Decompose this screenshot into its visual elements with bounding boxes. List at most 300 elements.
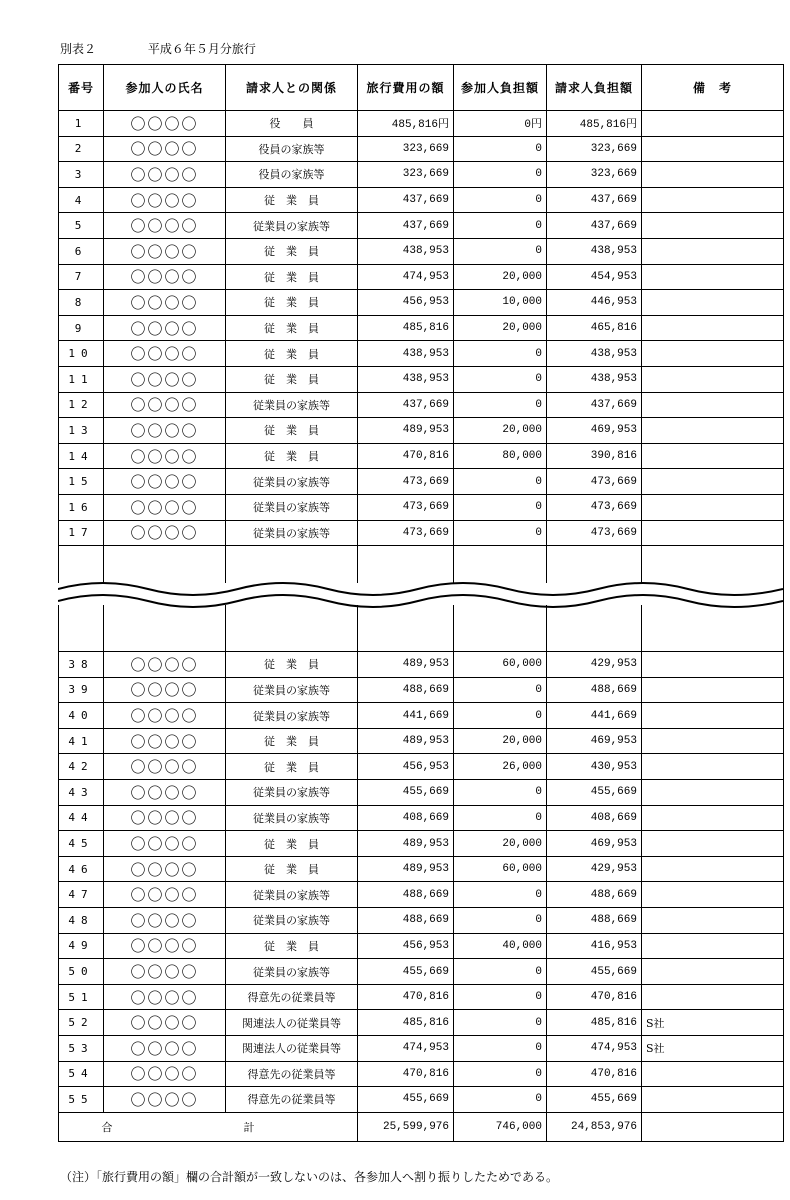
participant-share: 0 <box>454 213 547 239</box>
table-row <box>59 882 784 908</box>
remarks <box>642 703 784 729</box>
participant-share: 0 <box>454 908 547 934</box>
table-row <box>59 290 784 316</box>
participant-name: 〇〇〇〇 <box>104 780 226 806</box>
participant-share: 0 <box>454 392 547 418</box>
row-number: 13 <box>59 418 104 444</box>
row-number: 7 <box>59 264 104 290</box>
relation: 得意先の従業員等 <box>226 984 358 1010</box>
participant-name: 〇〇〇〇 <box>104 652 226 678</box>
row-number: 12 <box>59 392 104 418</box>
participant-share: 0 <box>454 1061 547 1087</box>
row-number: 49 <box>59 933 104 959</box>
travel-cost: 470,816 <box>358 443 454 469</box>
table-body-top <box>59 111 784 546</box>
remarks <box>642 136 784 162</box>
row-number: 42 <box>59 754 104 780</box>
total-label: 合 計 <box>59 1112 358 1141</box>
travel-cost: 474,953 <box>358 1036 454 1062</box>
table-row <box>59 187 784 213</box>
participant-name: 〇〇〇〇 <box>104 908 226 934</box>
participant-share: 0 <box>454 494 547 520</box>
table-row <box>59 443 784 469</box>
remarks <box>642 213 784 239</box>
claimant-share: 390,816 <box>547 443 642 469</box>
footnote: （注）「旅行費用の額」欄の合計額が一致しないのは、各参加人へ割り振りしたためである。 <box>60 1170 559 1184</box>
travel-cost: 437,669 <box>358 392 454 418</box>
remarks <box>642 856 784 882</box>
remarks <box>642 341 784 367</box>
table-row <box>59 754 784 780</box>
travel-cost: 489,953 <box>358 856 454 882</box>
participant-share: 0 <box>454 1036 547 1062</box>
remarks <box>642 677 784 703</box>
participant-name: 〇〇〇〇 <box>104 494 226 520</box>
relation: 従 業 員 <box>226 341 358 367</box>
participant-name: 〇〇〇〇 <box>104 677 226 703</box>
participant-name: 〇〇〇〇 <box>104 1061 226 1087</box>
claimant-share: 437,669 <box>547 187 642 213</box>
remarks <box>642 111 784 137</box>
row-number: 9 <box>59 315 104 341</box>
participant-name: 〇〇〇〇 <box>104 366 226 392</box>
travel-cost: 488,669 <box>358 908 454 934</box>
remarks <box>642 392 784 418</box>
row-number: 55 <box>59 1087 104 1113</box>
travel-cost: 456,953 <box>358 290 454 316</box>
claimant-share: 455,669 <box>547 1087 642 1113</box>
relation: 従 業 員 <box>226 238 358 264</box>
relation: 従業員の家族等 <box>226 703 358 729</box>
table-row <box>59 780 784 806</box>
relation: 役 員 <box>226 111 358 137</box>
claimant-share: 469,953 <box>547 418 642 444</box>
participant-share: 0 <box>454 703 547 729</box>
relation: 従業員の家族等 <box>226 213 358 239</box>
row-number: 6 <box>59 238 104 264</box>
claimant-share: 437,669 <box>547 213 642 239</box>
travel-cost: 485,816円 <box>358 111 454 137</box>
participant-name: 〇〇〇〇 <box>104 1036 226 1062</box>
travel-cost: 455,669 <box>358 1087 454 1113</box>
remarks <box>642 908 784 934</box>
annex-label: 別表２ <box>60 42 97 56</box>
remarks <box>642 728 784 754</box>
remarks <box>642 959 784 985</box>
relation: 従業員の家族等 <box>226 780 358 806</box>
participant-name: 〇〇〇〇 <box>104 111 226 137</box>
travel-cost: 488,669 <box>358 677 454 703</box>
remarks <box>642 1087 784 1113</box>
participant-name: 〇〇〇〇 <box>104 805 226 831</box>
participant-name: 〇〇〇〇 <box>104 520 226 546</box>
relation: 従 業 員 <box>226 443 358 469</box>
participant-name: 〇〇〇〇 <box>104 831 226 857</box>
participant-share: 0 <box>454 805 547 831</box>
row-number: 41 <box>59 728 104 754</box>
document-header <box>60 40 256 57</box>
table-row <box>59 213 784 239</box>
remarks <box>642 831 784 857</box>
row-number: 15 <box>59 469 104 495</box>
remarks <box>642 418 784 444</box>
travel-cost: 489,953 <box>358 728 454 754</box>
claimant-share: 438,953 <box>547 366 642 392</box>
claimant-share: 416,953 <box>547 933 642 959</box>
table-row <box>59 1036 784 1062</box>
table-row <box>59 238 784 264</box>
table-row <box>59 136 784 162</box>
row-number: 5 <box>59 213 104 239</box>
travel-cost: 438,953 <box>358 366 454 392</box>
remarks <box>642 805 784 831</box>
travel-cost: 473,669 <box>358 469 454 495</box>
remarks <box>642 443 784 469</box>
claimant-share: 437,669 <box>547 392 642 418</box>
claimant-share: 469,953 <box>547 831 642 857</box>
participant-name: 〇〇〇〇 <box>104 1087 226 1113</box>
participant-name: 〇〇〇〇 <box>104 469 226 495</box>
relation: 従 業 員 <box>226 264 358 290</box>
claimant-share: 485,816 <box>547 1010 642 1036</box>
col-header-name: 参加人の氏名 <box>104 65 226 111</box>
row-number: 38 <box>59 652 104 678</box>
participant-name: 〇〇〇〇 <box>104 959 226 985</box>
row-number: 44 <box>59 805 104 831</box>
remarks <box>642 264 784 290</box>
participant-share: 0 <box>454 984 547 1010</box>
participant-share: 20,000 <box>454 418 547 444</box>
remarks <box>642 162 784 188</box>
table-row <box>59 856 784 882</box>
table-row <box>59 1010 784 1036</box>
travel-cost: 473,669 <box>358 520 454 546</box>
col-header-relation: 請求人との関係 <box>226 65 358 111</box>
participant-share: 0 <box>454 366 547 392</box>
table-row <box>59 520 784 546</box>
total-row <box>59 1112 784 1141</box>
table-row <box>59 494 784 520</box>
table-row <box>59 1087 784 1113</box>
total-cost: 25,599,976 <box>358 1112 454 1141</box>
row-number: 53 <box>59 1036 104 1062</box>
relation: 従 業 員 <box>226 728 358 754</box>
participant-name: 〇〇〇〇 <box>104 162 226 188</box>
participant-name: 〇〇〇〇 <box>104 187 226 213</box>
row-number: 4 <box>59 187 104 213</box>
travel-cost: 438,953 <box>358 238 454 264</box>
participant-name: 〇〇〇〇 <box>104 443 226 469</box>
participant-share: 20,000 <box>454 315 547 341</box>
participant-share: 0 <box>454 136 547 162</box>
relation: 従業員の家族等 <box>226 882 358 908</box>
row-number: 11 <box>59 366 104 392</box>
travel-cost: 323,669 <box>358 136 454 162</box>
remarks <box>642 315 784 341</box>
participant-share: 0 <box>454 238 547 264</box>
table-row <box>59 652 784 678</box>
claimant-share: 408,669 <box>547 805 642 831</box>
participant-share: 10,000 <box>454 290 547 316</box>
remarks <box>642 780 784 806</box>
remarks <box>642 290 784 316</box>
col-header-remarks: 備 考 <box>642 65 784 111</box>
participant-name: 〇〇〇〇 <box>104 703 226 729</box>
table-row <box>59 469 784 495</box>
participant-share: 60,000 <box>454 856 547 882</box>
participant-share: 0 <box>454 882 547 908</box>
row-number: 17 <box>59 520 104 546</box>
travel-cost: 456,953 <box>358 933 454 959</box>
table-row <box>59 315 784 341</box>
participant-share: 0 <box>454 341 547 367</box>
relation: 役員の家族等 <box>226 136 358 162</box>
relation: 従 業 員 <box>226 831 358 857</box>
participant-name: 〇〇〇〇 <box>104 754 226 780</box>
relation: 従業員の家族等 <box>226 908 358 934</box>
travel-cost: 438,953 <box>358 341 454 367</box>
break-wave-icon <box>58 575 783 615</box>
claimant-share: 485,816円 <box>547 111 642 137</box>
row-number: 10 <box>59 341 104 367</box>
col-header-cost: 旅行費用の額 <box>358 65 454 111</box>
travel-cost: 489,953 <box>358 831 454 857</box>
document-title: 平成６年５月分旅行 <box>147 42 256 56</box>
travel-cost: 437,669 <box>358 187 454 213</box>
claimant-share: 438,953 <box>547 238 642 264</box>
remarks <box>642 366 784 392</box>
total-claimant-share: 24,853,976 <box>547 1112 642 1141</box>
participant-share: 26,000 <box>454 754 547 780</box>
table-row <box>59 341 784 367</box>
travel-cost: 323,669 <box>358 162 454 188</box>
claimant-share: 323,669 <box>547 162 642 188</box>
relation: 従 業 員 <box>226 933 358 959</box>
claimant-share: 454,953 <box>547 264 642 290</box>
claimant-share: 473,669 <box>547 469 642 495</box>
row-number: 2 <box>59 136 104 162</box>
participant-share: 20,000 <box>454 264 547 290</box>
participant-name: 〇〇〇〇 <box>104 392 226 418</box>
row-number: 48 <box>59 908 104 934</box>
claimant-share: 438,953 <box>547 341 642 367</box>
table-row <box>59 264 784 290</box>
participant-share: 80,000 <box>454 443 547 469</box>
relation: 従 業 員 <box>226 315 358 341</box>
claimant-share: 429,953 <box>547 652 642 678</box>
travel-cost: 441,669 <box>358 703 454 729</box>
claimant-share: 470,816 <box>547 984 642 1010</box>
travel-cost: 485,816 <box>358 1010 454 1036</box>
row-number: 39 <box>59 677 104 703</box>
claimant-share: 455,669 <box>547 780 642 806</box>
col-header-no: 番号 <box>59 65 104 111</box>
participant-share: 0 <box>454 187 547 213</box>
relation: 得意先の従業員等 <box>226 1087 358 1113</box>
remarks <box>642 652 784 678</box>
table-row <box>59 728 784 754</box>
row-number: 46 <box>59 856 104 882</box>
remarks <box>642 933 784 959</box>
relation: 従業員の家族等 <box>226 494 358 520</box>
participant-name: 〇〇〇〇 <box>104 984 226 1010</box>
participant-share: 0 <box>454 677 547 703</box>
relation: 従 業 員 <box>226 652 358 678</box>
col-header-claimant-share: 請求人負担額 <box>547 65 642 111</box>
remarks <box>642 187 784 213</box>
participant-name: 〇〇〇〇 <box>104 882 226 908</box>
travel-cost: 456,953 <box>358 754 454 780</box>
participant-name: 〇〇〇〇 <box>104 213 226 239</box>
row-number: 8 <box>59 290 104 316</box>
claimant-share: 470,816 <box>547 1061 642 1087</box>
table-row <box>59 831 784 857</box>
claimant-share: 429,953 <box>547 856 642 882</box>
total-remarks <box>642 1112 784 1141</box>
participant-share: 0 <box>454 1087 547 1113</box>
table-row <box>59 703 784 729</box>
table-row <box>59 1061 784 1087</box>
table-row <box>59 162 784 188</box>
remarks <box>642 1061 784 1087</box>
travel-cost: 488,669 <box>358 882 454 908</box>
participant-share: 0 <box>454 469 547 495</box>
claimant-share: 488,669 <box>547 677 642 703</box>
table-body-bottom <box>59 652 784 1113</box>
relation: 従業員の家族等 <box>226 520 358 546</box>
participant-share: 0円 <box>454 111 547 137</box>
travel-cost: 455,669 <box>358 780 454 806</box>
row-number: 40 <box>59 703 104 729</box>
travel-cost: 470,816 <box>358 984 454 1010</box>
row-number: 50 <box>59 959 104 985</box>
claimant-share: 469,953 <box>547 728 642 754</box>
relation: 従 業 員 <box>226 754 358 780</box>
relation: 役員の家族等 <box>226 162 358 188</box>
travel-cost: 489,953 <box>358 418 454 444</box>
participant-name: 〇〇〇〇 <box>104 136 226 162</box>
travel-cost: 470,816 <box>358 1061 454 1087</box>
table-row <box>59 418 784 444</box>
table-row <box>59 111 784 137</box>
participant-name: 〇〇〇〇 <box>104 238 226 264</box>
relation: 従業員の家族等 <box>226 392 358 418</box>
claimant-share: 455,669 <box>547 959 642 985</box>
participant-name: 〇〇〇〇 <box>104 933 226 959</box>
row-number: 54 <box>59 1061 104 1087</box>
relation: 従 業 員 <box>226 187 358 213</box>
remarks <box>642 984 784 1010</box>
relation: 関連法人の従業員等 <box>226 1036 358 1062</box>
travel-cost: 489,953 <box>358 652 454 678</box>
table-row <box>59 933 784 959</box>
participant-name: 〇〇〇〇 <box>104 341 226 367</box>
travel-cost: 455,669 <box>358 959 454 985</box>
relation: 従業員の家族等 <box>226 805 358 831</box>
row-number: 1 <box>59 111 104 137</box>
row-number: 14 <box>59 443 104 469</box>
claimant-share: 473,669 <box>547 494 642 520</box>
table-row <box>59 677 784 703</box>
claimant-share: 488,669 <box>547 908 642 934</box>
row-number: 3 <box>59 162 104 188</box>
participant-share: 0 <box>454 162 547 188</box>
claimant-share: 441,669 <box>547 703 642 729</box>
col-header-participant-share: 参加人負担額 <box>454 65 547 111</box>
total-participant-share: 746,000 <box>454 1112 547 1141</box>
travel-cost: 485,816 <box>358 315 454 341</box>
table-row <box>59 908 784 934</box>
participant-share: 20,000 <box>454 728 547 754</box>
participant-share: 0 <box>454 520 547 546</box>
remarks <box>642 882 784 908</box>
row-number: 45 <box>59 831 104 857</box>
row-number: 47 <box>59 882 104 908</box>
table-header-row <box>59 65 784 111</box>
claimant-share: 473,669 <box>547 520 642 546</box>
table-row <box>59 805 784 831</box>
participant-name: 〇〇〇〇 <box>104 728 226 754</box>
remarks <box>642 754 784 780</box>
relation: 従業員の家族等 <box>226 469 358 495</box>
claimant-share: 474,953 <box>547 1036 642 1062</box>
claimant-share: 430,953 <box>547 754 642 780</box>
remarks <box>642 494 784 520</box>
relation: 従業員の家族等 <box>226 959 358 985</box>
remarks <box>642 238 784 264</box>
table-row <box>59 366 784 392</box>
relation: 従 業 員 <box>226 290 358 316</box>
relation: 従 業 員 <box>226 418 358 444</box>
row-number: 51 <box>59 984 104 1010</box>
participant-share: 20,000 <box>454 831 547 857</box>
relation: 関連法人の従業員等 <box>226 1010 358 1036</box>
relation: 従 業 員 <box>226 366 358 392</box>
row-number: 43 <box>59 780 104 806</box>
travel-cost: 473,669 <box>358 494 454 520</box>
table-row <box>59 392 784 418</box>
participant-name: 〇〇〇〇 <box>104 290 226 316</box>
travel-cost: 437,669 <box>358 213 454 239</box>
remarks <box>642 520 784 546</box>
remarks: S社 <box>642 1036 784 1062</box>
remarks: S社 <box>642 1010 784 1036</box>
participant-name: 〇〇〇〇 <box>104 264 226 290</box>
claimant-share: 323,669 <box>547 136 642 162</box>
participant-name: 〇〇〇〇 <box>104 315 226 341</box>
claimant-share: 488,669 <box>547 882 642 908</box>
row-number: 16 <box>59 494 104 520</box>
travel-cost: 474,953 <box>358 264 454 290</box>
participant-name: 〇〇〇〇 <box>104 1010 226 1036</box>
row-number: 52 <box>59 1010 104 1036</box>
participant-name: 〇〇〇〇 <box>104 856 226 882</box>
relation: 得意先の従業員等 <box>226 1061 358 1087</box>
remarks <box>642 469 784 495</box>
claimant-share: 465,816 <box>547 315 642 341</box>
claimant-share: 446,953 <box>547 290 642 316</box>
table-row <box>59 959 784 985</box>
relation: 従 業 員 <box>226 856 358 882</box>
travel-cost: 408,669 <box>358 805 454 831</box>
participant-name: 〇〇〇〇 <box>104 418 226 444</box>
participant-share: 0 <box>454 959 547 985</box>
participant-share: 60,000 <box>454 652 547 678</box>
participant-share: 0 <box>454 780 547 806</box>
table-row <box>59 984 784 1010</box>
participant-share: 40,000 <box>454 933 547 959</box>
participant-share: 0 <box>454 1010 547 1036</box>
